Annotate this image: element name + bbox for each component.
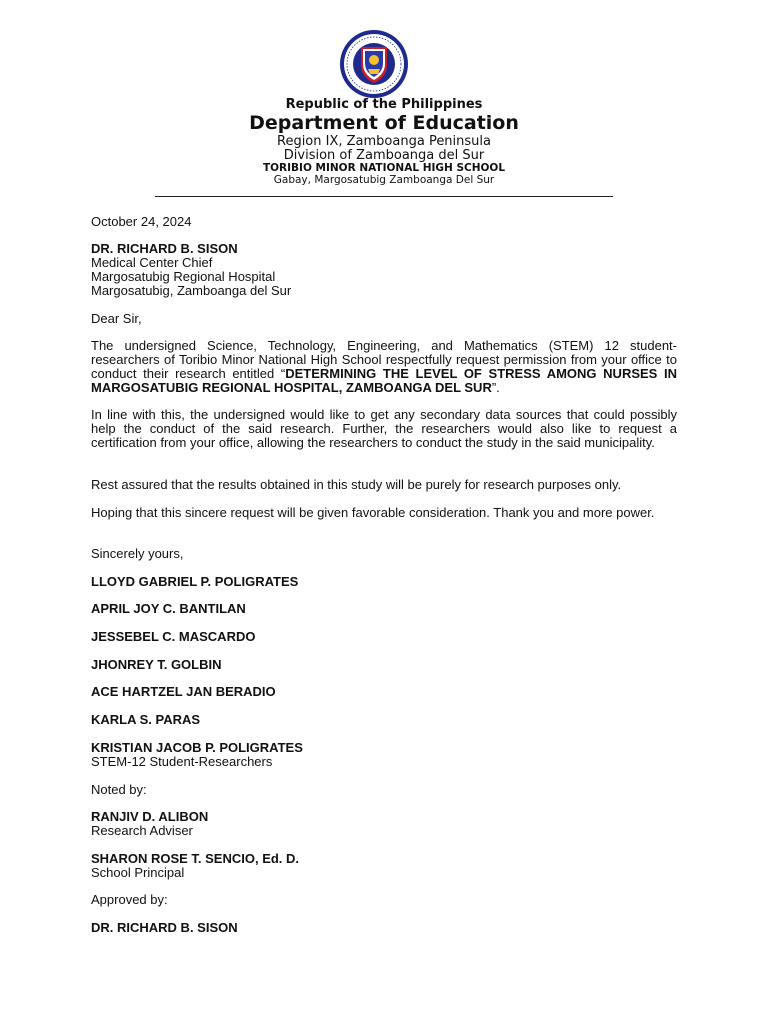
signatory-name: KRISTIAN JACOB P. POLIGRATES <box>91 740 303 755</box>
school-address: Gabay, Margosatubig Zamboanga Del Sur <box>273 174 495 186</box>
noted-by-label: Noted by: <box>91 782 147 797</box>
principal-role: School Principal <box>91 865 185 880</box>
adviser-role: Research Adviser <box>91 823 193 838</box>
school-name: TORIBIO MINOR NATIONAL HIGH SCHOOL <box>262 162 506 174</box>
paragraph-secondary-data: In line with this, the undersigned would like to get any secondary data sources that could possibly help the conduct of the said research. Further, the researchers would also like to request a certification from your office, allowing the researchers to conduct the study in the said municipality. <box>91 407 677 450</box>
letter-date: October 24, 2024 <box>91 214 192 229</box>
adviser-name: RANJIV D. ALIBON <box>91 809 209 824</box>
division-line: Division of Zamboanga del Sur <box>283 148 485 163</box>
republic-line: Republic of the Philippines <box>285 97 483 112</box>
paragraph-request-end: ”. <box>491 380 500 395</box>
recipient-org: Margosatubig Regional Hospital <box>91 269 276 284</box>
paragraph-assurance: Rest assured that the results obtained in this study will be purely for research purposes only. <box>91 477 622 492</box>
signatory-name: JHONREY T. GOLBIN <box>91 657 222 672</box>
salutation: Dear Sir, <box>91 311 142 326</box>
recipient-name: DR. RICHARD B. SISON <box>91 241 238 256</box>
approved-by-label: Approved by: <box>91 892 168 907</box>
signatories-role: STEM-12 Student-Researchers <box>91 754 273 769</box>
paragraph-request-intro: The undersigned Science, Technology, Engineering, and Mathematics (STEM) 12 student-researchers of Toribio Minor National High School respectfully request permission from your office to conduct their research entitled “ <box>91 338 677 381</box>
department-title: Department of Education <box>249 112 519 134</box>
principal-name: SHARON ROSE T. SENCIO, Ed. D. <box>91 851 300 866</box>
region-line: Region IX, Zamboanga Peninsula <box>277 134 491 149</box>
signatory-name: APRIL JOY C. BANTILAN <box>91 601 246 616</box>
recipient-location: Margosatubig, Zamboanga del Sur <box>91 283 292 298</box>
closing-phrase: Sincerely yours, <box>91 546 184 561</box>
paragraph-closing: Hoping that this sincere request will be given favorable consideration. Thank you and more power. <box>91 505 655 520</box>
header-divider <box>155 196 613 197</box>
approver-name: DR. RICHARD B. SISON <box>91 920 238 935</box>
signatory-name: KARLA S. PARAS <box>91 712 201 727</box>
signatory-name: LLOYD GABRIEL P. POLIGRATES <box>91 574 299 589</box>
recipient-title: Medical Center Chief <box>91 255 213 270</box>
paragraph-request <box>91 339 677 395</box>
signatory-name: ACE HARTZEL JAN BERADIO <box>91 684 276 699</box>
research-title: DETERMINING THE LEVEL OF STRESS AMONG NURSES IN MARGOSATUBIG REGIONAL HOSPITAL, ZAMBOANGA DEL SUR <box>91 366 677 395</box>
deped-seal-icon <box>339 29 409 99</box>
signatory-name: JESSEBEL C. MASCARDO <box>91 629 256 644</box>
